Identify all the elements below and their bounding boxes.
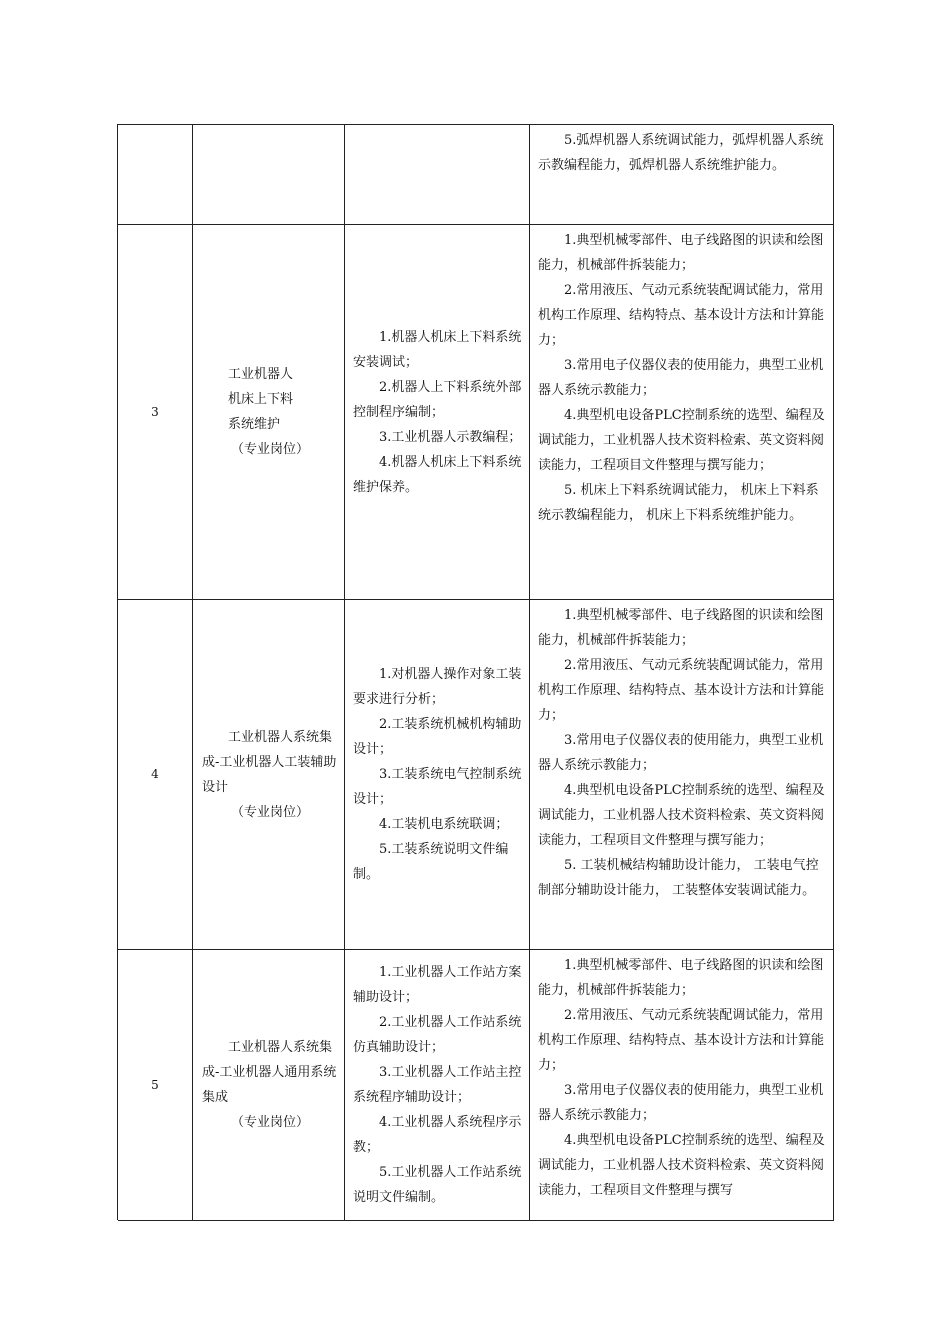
position-name-line: 工业机器人: [228, 367, 294, 382]
ability-item: 2.常用液压、气动元系统装配调试能力，常用机构工作原理、结构特点、基本设计方法和计算能力；: [538, 1008, 825, 1073]
duties-cell: [345, 600, 530, 950]
duty-item: 4.工装机电系统联调；: [379, 817, 509, 832]
table-row: [118, 125, 834, 225]
abilities-cell: [530, 125, 834, 225]
ability-item: 4.典型机电设备PLC控制系统的选型、编程及调试能力，工业机器人技术资料检索、英文资料阅读能力，工程项目文件整理与撰写: [538, 1133, 825, 1198]
duty-item: 4.工业机器人系统程序示教；: [353, 1115, 522, 1155]
position-name-line: 机床上下料: [228, 392, 294, 407]
table-row: [118, 950, 834, 1221]
ability-item: 4.典型机电设备PLC控制系统的选型、编程及调试能力，工业机器人技术资料检索、英文资料阅读能力，工程项目文件整理与撰写能力；: [538, 783, 825, 848]
duty-item: 5.工业机器人工作站系统说明文件编制。: [353, 1165, 522, 1205]
position-tag: （专业岗位）: [230, 442, 309, 457]
row-number: 5: [151, 1077, 159, 1092]
ability-item: 1.典型机械零部件、电子线路图的识读和绘图能力，机械部件拆装能力；: [538, 958, 824, 998]
duty-item: 5.工装系统说明文件编制。: [353, 842, 509, 882]
position-tag: （专业岗位）: [230, 804, 309, 820]
duties-cell: [345, 225, 530, 600]
abilities-cell: [530, 950, 834, 1221]
ability-item: 1.典型机械零部件、电子线路图的识读和绘图能力，机械部件拆装能力；: [538, 233, 824, 273]
duty-item: 1.工业机器人工作站方案辅助设计；: [353, 965, 522, 1005]
ability-item: 1.典型机械零部件、电子线路图的识读和绘图能力，机械部件拆装能力；: [538, 608, 824, 648]
position-cell: [193, 950, 345, 1221]
abilities-cell: [530, 600, 834, 950]
row-number-cell: [118, 125, 193, 225]
ability-item: 5. 机床上下料系统调试能力， 机床上下料系统示教编程能力， 机床上下料系统维护能力。: [538, 483, 819, 523]
duty-item: 2.工装系统机械机构辅助设计；: [353, 717, 522, 757]
duties-cell: [345, 125, 530, 225]
position-name-line: 系统维护: [228, 417, 281, 432]
position-cell: [193, 225, 345, 600]
duty-item: 1.机器人机床上下料系统安装调试；: [353, 329, 522, 370]
ability-item: 5.弧焊机器人系统调试能力，弧焊机器人系统示教编程能力，弧焊机器人系统维护能力。: [538, 133, 824, 173]
position-name: 工业机器人系统集成-工业机器人通用系统集成: [202, 1040, 337, 1105]
row-number-cell: [118, 600, 193, 950]
duty-item: 3.工装系统电气控制系统设计；: [353, 767, 522, 807]
duty-item: 3.工业机器人示教编程；: [379, 429, 522, 445]
position-tag: （专业岗位）: [230, 1115, 309, 1130]
duty-item: 2.机器人上下料系统外部控制程序编制；: [353, 379, 522, 420]
ability-item: 3.常用电子仪器仪表的使用能力，典型工业机器人系统示教能力；: [538, 1083, 824, 1123]
duty-item: 3.工业机器人工作站主控系统程序辅助设计；: [353, 1065, 522, 1105]
abilities-cell: [530, 225, 834, 600]
ability-item: 5. 工装机械结构辅助设计能力， 工装电气控制部分辅助设计能力， 工装整体安装调试能力。: [538, 858, 819, 898]
job-competency-table: [117, 124, 833, 1220]
row-number: 4: [151, 767, 159, 781]
duty-item: 2.工业机器人工作站系统仿真辅助设计；: [353, 1015, 522, 1055]
duty-item: 1.对机器人操作对象工装要求进行分析；: [353, 667, 522, 707]
ability-item: 4.典型机电设备PLC控制系统的选型、编程及调试能力，工业机器人技术资料检索、英文资料阅读能力，工程项目文件整理与撰写能力；: [538, 408, 825, 473]
duty-item: 4.机器人机床上下料系统维护保养。: [353, 454, 522, 495]
table-row: [118, 225, 834, 600]
ability-item: 3.常用电子仪器仪表的使用能力，典型工业机器人系统示教能力；: [538, 358, 824, 398]
row-number: 3: [151, 404, 159, 419]
position-cell: [193, 125, 345, 225]
ability-item: 2.常用液压、气动元系统装配调试能力，常用机构工作原理、结构特点、基本设计方法和计算能力；: [538, 283, 825, 348]
ability-item: 3.常用电子仪器仪表的使用能力，典型工业机器人系统示教能力；: [538, 733, 824, 773]
duties-cell: [345, 950, 530, 1221]
table-row: [118, 600, 834, 950]
position-name: 工业机器人系统集成-工业机器人工装辅助设计: [202, 729, 337, 795]
row-number-cell: [118, 950, 193, 1221]
ability-item: 2.常用液压、气动元系统装配调试能力，常用机构工作原理、结构特点、基本设计方法和计算能力；: [538, 658, 825, 723]
row-number-cell: [118, 225, 193, 600]
position-cell: [193, 600, 345, 950]
